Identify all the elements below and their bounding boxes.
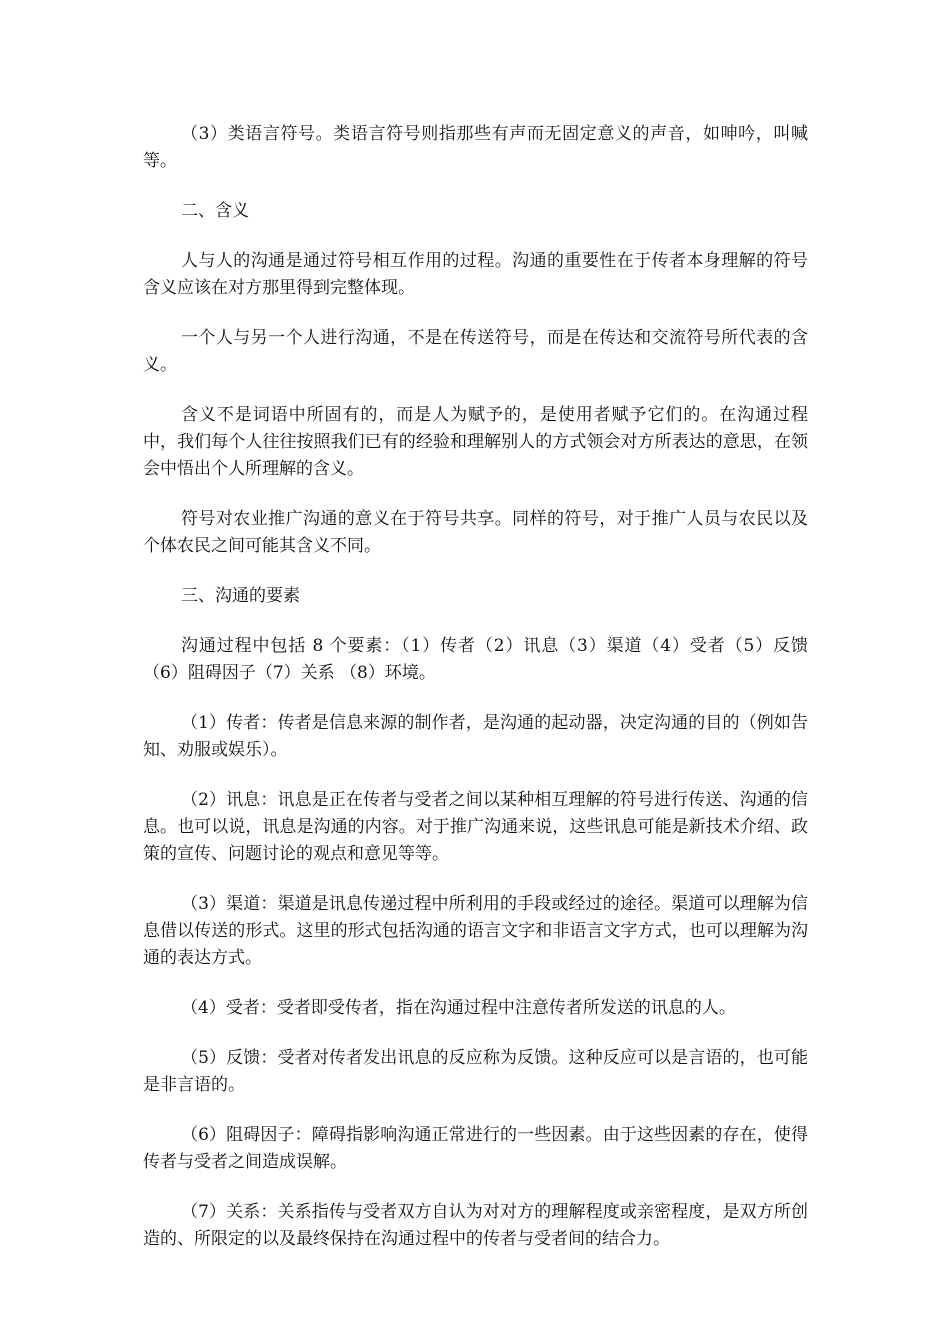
paragraph-receiver: （4）受者：受者即受传者，指在沟通过程中注意传者所发送的讯息的人。 bbox=[181, 998, 736, 1018]
document-body bbox=[143, 121, 808, 1276]
paragraph-relationship: （7）关系：关系指传与受者双方自认为对对方的理解程度或亲密程度，是双方所创造的、所限定的以及最终保持在沟通过程中的传者与受者间的结合力。 bbox=[143, 1202, 808, 1249]
paragraph-communication-process: 人与人的沟通是通过符号相互作用的过程。沟通的重要性在于传者本身理解的符号含义应该在对方那里得到完整体现。 bbox=[143, 251, 808, 298]
paragraph-meaning-assigned: 含义不是词语中所固有的，而是人为赋予的，是使用者赋予它们的。在沟通过程中，我们每个人往往按照我们已有的经验和理解别人的方式领会对方所表达的意思，在领会中悟出个人所理解的含义。 bbox=[143, 405, 808, 479]
paragraph-sender: （1）传者：传者是信息来源的制作者，是沟通的起动器，决定沟通的目的（例如告知、劝服或娱乐）。 bbox=[143, 713, 808, 760]
section-heading-meaning: 二、含义 bbox=[181, 201, 249, 221]
paragraph-eight-elements: 沟通过程中包括 8 个要素：（1）传者（2）讯息（3）渠道（4）受者（5）反馈（6）阻碍因子（7）关系 （8）环境。 bbox=[143, 636, 808, 683]
section-heading-elements: 三、沟通的要素 bbox=[181, 586, 300, 606]
paragraph-symbol-sharing: 符号对农业推广沟通的意义在于符号共享。同样的符号，对于推广人员与农民以及个体农民之间可能其含义不同。 bbox=[143, 509, 808, 556]
paragraph-meaning-exchange: 一个人与另一个人进行沟通，不是在传送符号，而是在传达和交流符号所代表的含义。 bbox=[143, 328, 808, 375]
paragraph-message: （2）讯息：讯息是正在传者与受者之间以某种相互理解的符号进行传送、沟通的信息。也可以说，讯息是沟通的内容。对于推广沟通来说，这些讯息可能是新技术介绍、政策的宣传、问题讨论的观点和意见等等。 bbox=[143, 790, 808, 864]
paragraph-barriers: （6）阻碍因子：障碍指影响沟通正常进行的一些因素。由于这些因素的存在，使得传者与受者之间造成误解。 bbox=[143, 1125, 808, 1172]
paragraph-paralanguage-symbols: （3）类语言符号。类语言符号则指那些有声而无固定意义的声音，如呻吟，叫喊等。 bbox=[143, 124, 808, 171]
paragraph-channel: （3）渠道：渠道是讯息传递过程中所利用的手段或经过的途径。渠道可以理解为信息借以传送的形式。这里的形式包括沟通的语言文字和非语言文字方式，也可以理解为沟通的表达方式。 bbox=[143, 894, 808, 968]
paragraph-feedback: （5）反馈：受者对传者发出讯息的反应称为反馈。这种反应可以是言语的，也可能是非言语的。 bbox=[143, 1048, 808, 1095]
